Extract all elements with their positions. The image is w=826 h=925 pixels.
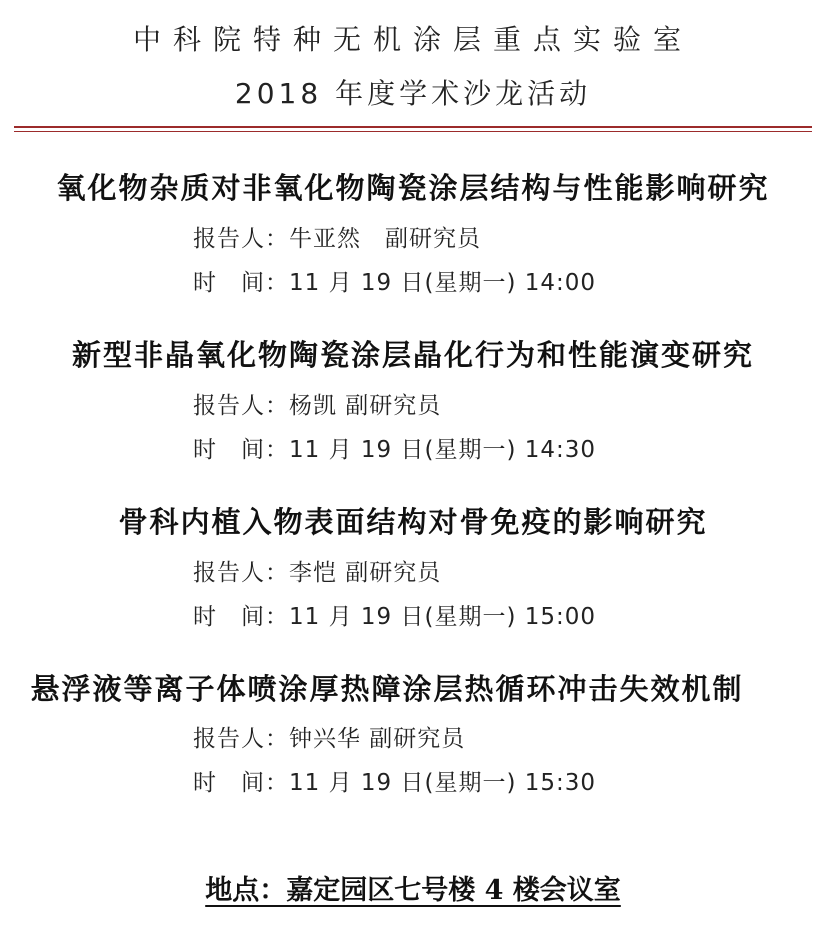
talk-3-title: 骨科内植入物表面结构对骨免疫的影响研究: [118, 505, 708, 539]
talk-3-speaker: 李恺 副研究员: [289, 560, 442, 586]
talk-2-title: 新型非晶氧化物陶瓷涂层晶化行为和性能演变研究: [71, 338, 754, 372]
talk-1-time-label: 时 间：: [193, 270, 289, 296]
talk-1-speaker-label: 报告人：: [193, 226, 289, 252]
talk-1-time-row: [193, 264, 596, 297]
talk-2-speaker: 杨凯 副研究员: [289, 393, 442, 419]
talk-4-speaker: 钟兴华 副研究员: [289, 726, 466, 752]
talk-2-speaker-row: [193, 387, 441, 420]
talk-2-speaker-label: 报告人：: [193, 393, 289, 419]
talk-2-time-label: 时 间：: [193, 437, 289, 463]
talk-1-speaker-row: [193, 220, 481, 253]
header-title-line1: 中科院特种无机涂层重点实验室: [132, 23, 693, 56]
talk-2-time-row: [193, 431, 596, 464]
talk-1-time: 11 月 19 日(星期一) 14:00: [289, 270, 597, 296]
talk-4-speaker-row: [193, 720, 465, 753]
talk-3-time: 11 月 19 日(星期一) 15:00: [289, 604, 597, 630]
talk-1-title: 氧化物杂质对非氧化物陶瓷涂层结构与性能影响研究: [56, 171, 770, 205]
talk-2-time: 11 月 19 日(星期一) 14:30: [289, 437, 597, 463]
talk-4-title: 悬浮液等离子体喷涂厚热障涂层热循环冲击失效机制: [30, 672, 744, 706]
talk-4-time-label: 时 间：: [193, 770, 289, 796]
header-divider: [14, 126, 812, 128]
venue-text: 地点：嘉定园区七号楼 4 楼会议室: [205, 875, 621, 906]
header-divider-thin: [14, 131, 812, 132]
talk-1-speaker: 牛亚然 副研究员: [289, 226, 481, 252]
talk-4-speaker-label: 报告人：: [193, 726, 289, 752]
talk-4-time-row: [193, 764, 596, 797]
talk-3-speaker-row: [193, 554, 441, 587]
talk-3-time-row: [193, 598, 596, 631]
header-title-line2: 2018 年度学术沙龙活动: [234, 77, 592, 110]
venue: [0, 868, 826, 907]
talk-3-time-label: 时 间：: [193, 604, 289, 630]
talk-3-speaker-label: 报告人：: [193, 560, 289, 586]
talk-4-time: 11 月 19 日(星期一) 15:30: [289, 770, 597, 796]
